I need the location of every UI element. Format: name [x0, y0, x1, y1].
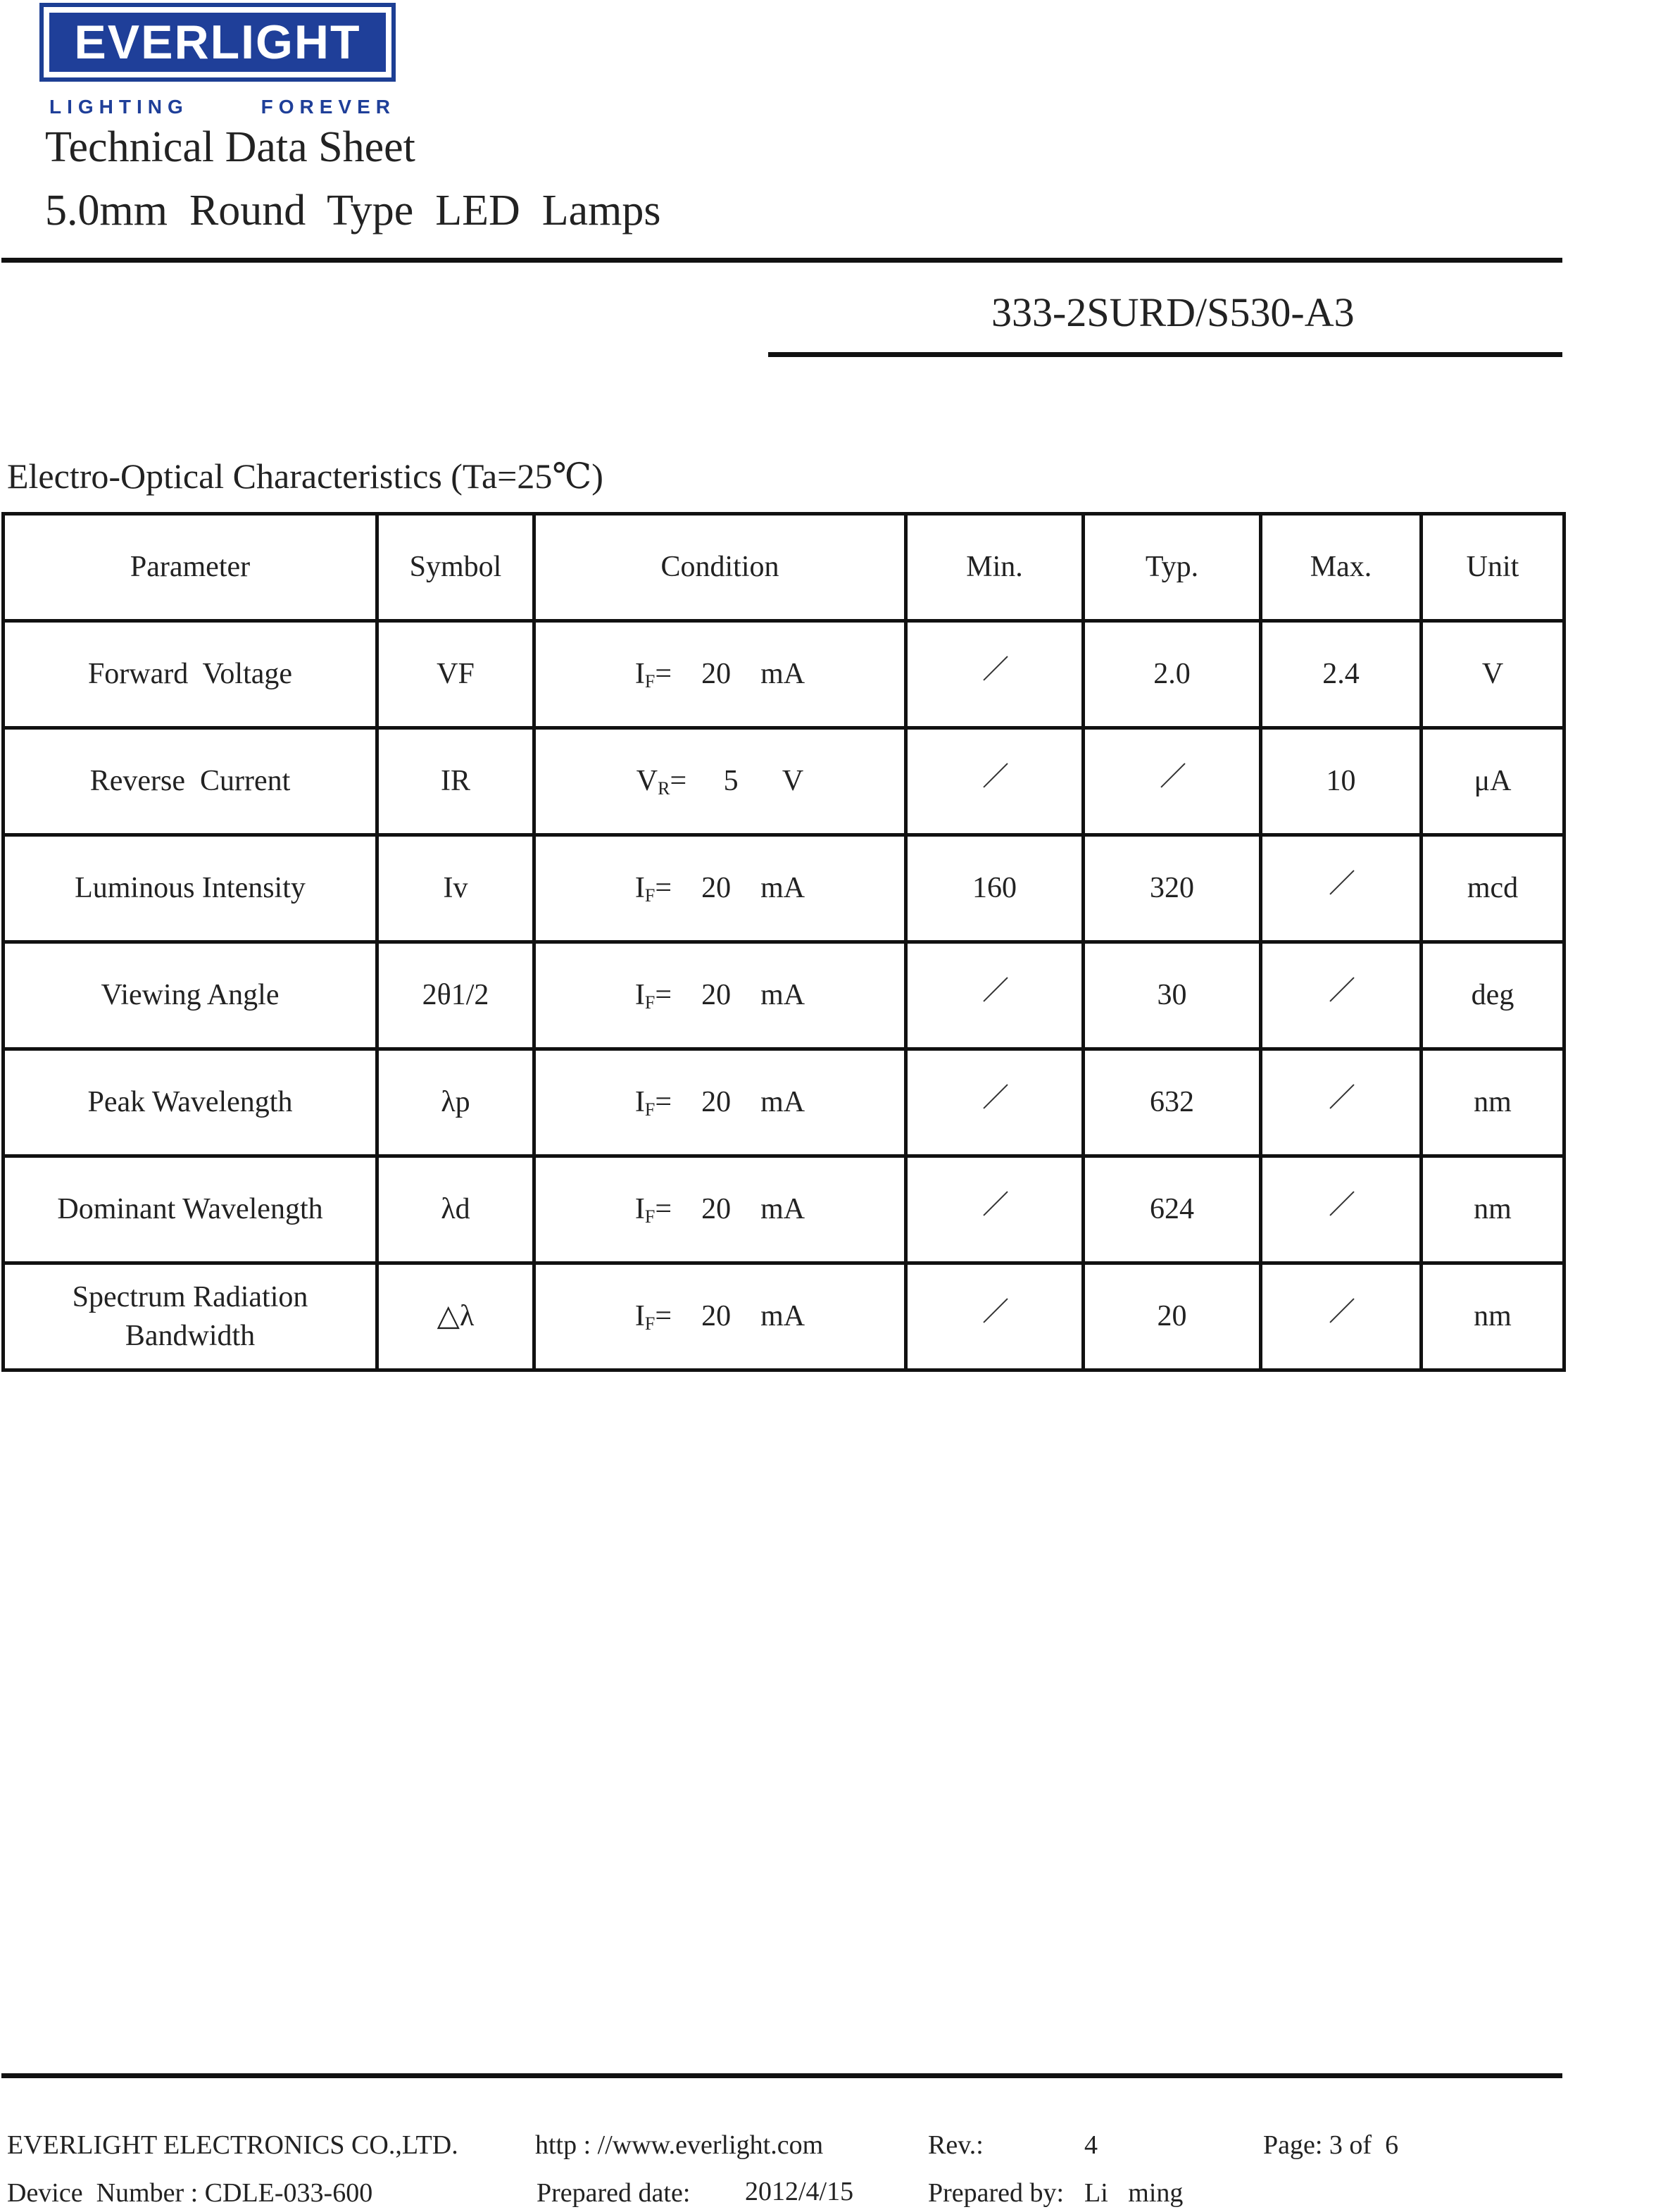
- logo-tagline-right: FOREVER: [261, 96, 396, 118]
- condition-cell: $I_F=$ 20 mA: [534, 1049, 906, 1156]
- unit-cell: nm: [1422, 1049, 1564, 1156]
- max-cell: 2.4: [1261, 621, 1422, 728]
- parameter-line: Spectrum Radiation: [72, 1280, 308, 1313]
- unit-cell: nm: [1422, 1263, 1564, 1370]
- part-number-underline: [768, 352, 1562, 357]
- symbol-cell: Iv: [377, 835, 534, 942]
- not-applicable-slash: [1158, 762, 1186, 790]
- not-applicable-slash: [981, 976, 1009, 1004]
- table-row: [4, 1156, 1564, 1263]
- min-cell: [906, 621, 1084, 728]
- table-row: [4, 1049, 1564, 1156]
- condition-cell: $I_F=$ 20 mA: [534, 835, 906, 942]
- footer-prepared-by-label: Prepared by:: [928, 2178, 1065, 2208]
- symbol-cell: 2θ1/2: [377, 942, 534, 1049]
- typ-cell: 30: [1084, 942, 1261, 1049]
- max-cell: [1261, 1263, 1422, 1370]
- table-row: [4, 942, 1564, 1049]
- symbol-cell: λd: [377, 1156, 534, 1263]
- footer-website[interactable]: http : //www.everlight.com: [535, 2130, 824, 2160]
- unit-cell: μA: [1422, 728, 1564, 835]
- not-applicable-slash: [1327, 869, 1355, 897]
- condition-cell: $I_F=$ 20 mA: [534, 942, 906, 1049]
- max-cell: 10: [1261, 728, 1422, 835]
- document-subtitle: 5.0mm Round Type LED Lamps: [45, 187, 661, 235]
- min-cell: [906, 1263, 1084, 1370]
- symbol-cell: IR: [377, 728, 534, 835]
- not-applicable-slash: [981, 1190, 1009, 1218]
- min-cell: [906, 942, 1084, 1049]
- not-applicable-slash: [1327, 1083, 1355, 1111]
- parameter-line: Bandwidth: [125, 1319, 256, 1352]
- header-symbol: Symbol: [377, 514, 534, 621]
- footer-device-number: Device Number : CDLE-033-600: [7, 2178, 373, 2208]
- footer-prepared-date: 2012/4/15: [745, 2177, 854, 2206]
- header-divider: [1, 258, 1562, 263]
- unit-cell: nm: [1422, 1156, 1564, 1263]
- logo-wordmark: EVERLIGHT: [74, 15, 361, 69]
- parameter-cell: Forward Voltage: [4, 621, 377, 728]
- typ-cell: 320: [1084, 835, 1261, 942]
- header-condition: Condition: [534, 514, 906, 621]
- electro-optical-table: [1, 512, 1566, 1372]
- parameter-cell: Luminous Intensity: [4, 835, 377, 942]
- table-row: [4, 728, 1564, 835]
- condition-cell: $I_F=$ 20 mA: [534, 621, 906, 728]
- parameter-cell: Viewing Angle: [4, 942, 377, 1049]
- parameter-cell: Dominant Wavelength: [4, 1156, 377, 1263]
- not-applicable-slash: [981, 1083, 1009, 1111]
- max-cell: [1261, 942, 1422, 1049]
- max-cell: [1261, 835, 1422, 942]
- symbol-cell: △λ: [377, 1263, 534, 1370]
- typ-cell: [1084, 728, 1261, 835]
- section-title: Electro-Optical Characteristics (Ta=25℃): [7, 456, 603, 496]
- typ-cell: 624: [1084, 1156, 1261, 1263]
- max-cell: [1261, 1049, 1422, 1156]
- header-max: Max.: [1261, 514, 1422, 621]
- typ-cell: 20: [1084, 1263, 1261, 1370]
- min-cell: [906, 1156, 1084, 1263]
- not-applicable-slash: [981, 655, 1009, 683]
- typ-cell: 632: [1084, 1049, 1261, 1156]
- table-row: [4, 621, 1564, 728]
- logo-tagline-left: LIGHTING: [49, 96, 189, 118]
- footer-prepared-by: Li ming: [1084, 2178, 1184, 2208]
- header-unit: Unit: [1422, 514, 1564, 621]
- typ-cell: 2.0: [1084, 621, 1261, 728]
- table-row: [4, 1263, 1564, 1370]
- condition-cell: $I_F=$ 20 mA: [534, 1156, 906, 1263]
- header-parameter: Parameter: [4, 514, 377, 621]
- footer-rev-label: Rev.:: [928, 2130, 984, 2160]
- not-applicable-slash: [1327, 976, 1355, 1004]
- unit-cell: deg: [1422, 942, 1564, 1049]
- footer-page: Page: 3 of 6: [1263, 2130, 1399, 2160]
- not-applicable-slash: [1327, 1297, 1355, 1325]
- unit-cell: mcd: [1422, 835, 1564, 942]
- table-header-row: [4, 514, 1564, 621]
- footer-prepared-date-label: Prepared date:: [537, 2178, 691, 2208]
- symbol-cell: VF: [377, 621, 534, 728]
- not-applicable-slash: [1327, 1190, 1355, 1218]
- footer-company: EVERLIGHT ELECTRONICS CO.,LTD.: [7, 2130, 458, 2160]
- part-number: 333-2SURD/S530-A3: [991, 289, 1355, 335]
- min-cell: [906, 1049, 1084, 1156]
- footer-divider: [1, 2073, 1562, 2078]
- document-title: Technical Data Sheet: [45, 123, 415, 171]
- condition-cell: $V_R=$ 5 V: [534, 728, 906, 835]
- min-cell: 160: [906, 835, 1084, 942]
- header-typ: Typ.: [1084, 514, 1261, 621]
- header-min: Min.: [906, 514, 1084, 621]
- unit-cell: V: [1422, 621, 1564, 728]
- max-cell: [1261, 1156, 1422, 1263]
- parameter-cell: Peak Wavelength: [4, 1049, 377, 1156]
- parameter-cell: [4, 1263, 377, 1370]
- not-applicable-slash: [981, 762, 1009, 790]
- min-cell: [906, 728, 1084, 835]
- symbol-cell: λp: [377, 1049, 534, 1156]
- parameter-cell: Reverse Current: [4, 728, 377, 835]
- not-applicable-slash: [981, 1297, 1009, 1325]
- condition-cell: $I_F=$ 20 mA: [534, 1263, 906, 1370]
- logo-tagline: [49, 96, 396, 118]
- footer-rev-value: 4: [1084, 2130, 1098, 2160]
- table-row: [4, 835, 1564, 942]
- logo-banner: [49, 13, 386, 72]
- everlight-logo: [39, 3, 396, 82]
